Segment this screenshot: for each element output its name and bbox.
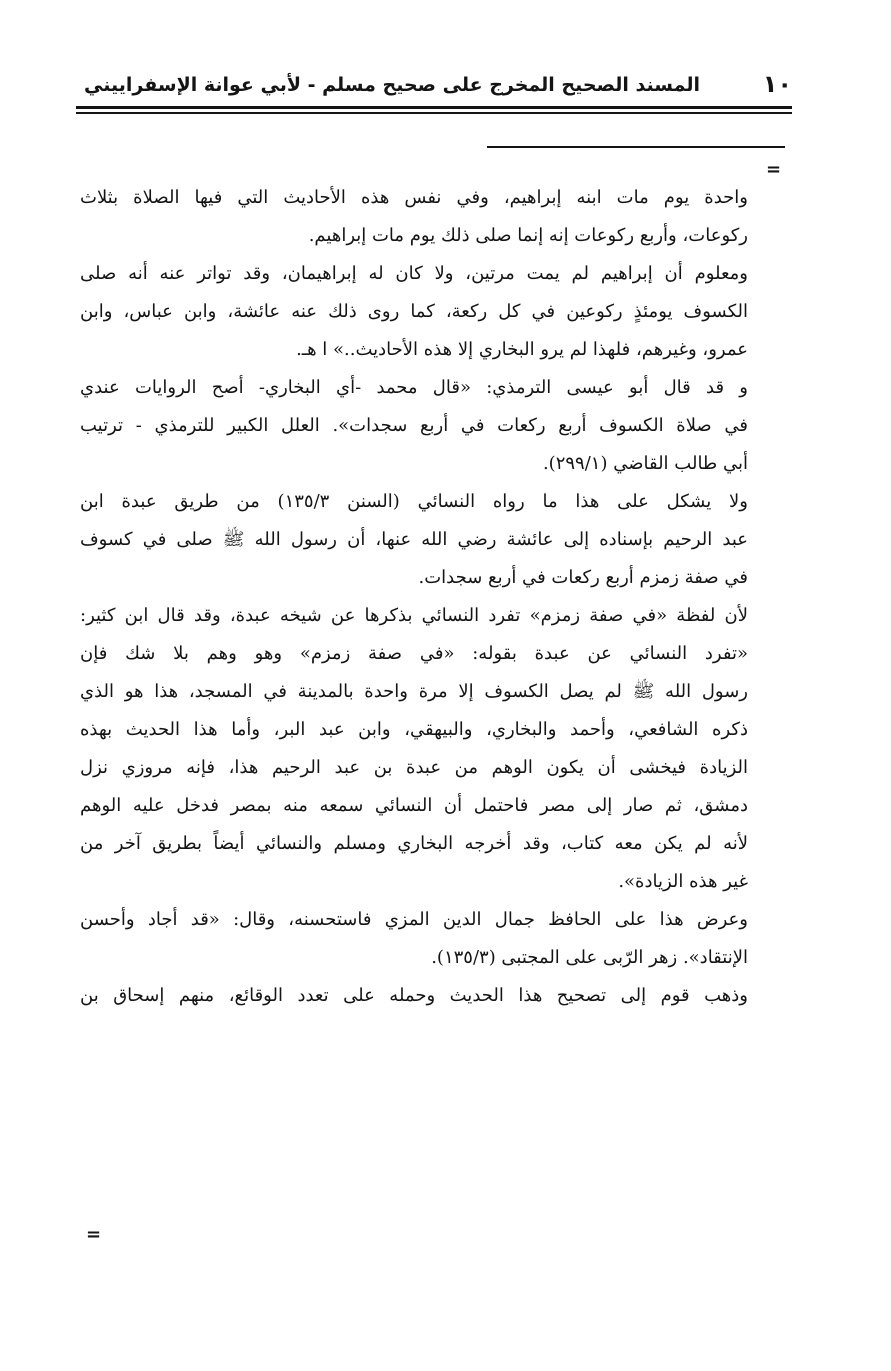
- text-line: أبي طالب القاضي (٢٩٩/١).: [542, 453, 748, 474]
- text-line: ذكره الشافعي، وأحمد والبخاري، والبيهقي، وابن عبد البر، وأما هذا الحديث بهذه: [80, 719, 748, 740]
- text-line: ركوعات، وأربع ركوعات إنه إنما صلى ذلك يوم مات إبراهيم.: [308, 225, 748, 246]
- text-line: عبد الرحيم بإسناده إلى عائشة رضي الله عنها، أن رسول الله ﷺ صلى في كسوف: [80, 529, 748, 550]
- text-line: غير هذه الزيادة».: [618, 871, 748, 892]
- text-line: لأنه لم يكن معه كتاب، وقد أخرجه البخاري ومسلم والنسائي أيضاً بطريق آخر من: [80, 833, 748, 854]
- text-line: في صفة زمزم أربع ركعات في أربع سجدات.: [418, 567, 748, 588]
- page-header: [76, 68, 792, 106]
- text-line: عمرو، وغيرهم، فلهذا لم يرو البخاري إلا هذه الأحاديث..» ا هـ.: [296, 339, 748, 360]
- text-line: دمشق، ثم صار إلى مصر فاحتمل أن النسائي سمعه منه بمصر فدخل عليه الوهم: [80, 795, 748, 816]
- text-line: لأن لفظة «في صفة زمزم» تفرد النسائي بذكرها عن شيخه عبدة، وقد قال ابن كثير:: [80, 605, 748, 626]
- header-rule-thick: [76, 106, 792, 109]
- text-line: وعرض هذا على الحافظ جمال الدين المزي فاستحسنه، وقال: «قد أجاد وأحسن: [80, 909, 748, 930]
- continuation-mark-bottom: =: [86, 1224, 102, 1245]
- text-line: واحدة يوم مات ابنه إبراهيم، وفي نفس هذه الأحاديث التي فيها الصلاة بثلاث: [80, 187, 748, 208]
- text-line: الإنتقاد». زهر الرّبى على المجتبى (١٣٥/٣).: [431, 947, 748, 968]
- paragraph: [80, 977, 748, 1015]
- text-line: «تفرد النسائي عن عبدة بقوله: «في صفة زمزم» وهو وهم بلا شك فإن: [80, 643, 748, 664]
- header-rule-thin: [76, 112, 792, 114]
- paragraph: [80, 369, 748, 483]
- page-number: ١٠: [762, 70, 792, 98]
- footnote-body: [80, 179, 748, 1015]
- text-line: في صلاة الكسوف أربع ركعات في أربع سجدات». العلل الكبير للترمذي - ترتيب: [80, 415, 748, 436]
- text-line: رسول الله ﷺ لم يصل الكسوف إلا مرة واحدة بالمدينة في المسجد، هذا هو الذي: [80, 681, 748, 702]
- text-line: الزيادة فيخشى أن يكون الوهم من عبدة بن عبد الرحيم هذا، فإنه مروزي نزل: [80, 757, 748, 778]
- continuation-mark-top: =: [766, 159, 782, 180]
- text-line: وذهب قوم إلى تصحيح هذا الحديث وحمله على تعدد الوقائع، منهم إسحاق بن: [80, 985, 748, 1006]
- paragraph: [80, 597, 748, 901]
- running-title: المسند الصحيح المخرج على صحيح مسلم - لأبي عوانة الإسفراييني: [84, 74, 700, 96]
- paragraph: [80, 179, 748, 255]
- paragraph: [80, 901, 748, 977]
- footnote-separator: [487, 146, 785, 148]
- text-line: و قد قال أبو عيسى الترمذي: «قال محمد -أي البخاري- أصح الروايات عندي: [80, 377, 748, 398]
- text-line: الكسوف يومئذٍ ركوعين في كل ركعة، كما روى ذلك عنه عائشة، وابن عباس، وابن: [80, 301, 748, 322]
- text-line: ولا يشكل على هذا ما رواه النسائي (السنن ١٣٥/٣) من طريق عبدة ابن: [80, 491, 748, 512]
- text-line: ومعلوم أن إبراهيم لم يمت مرتين، ولا كان له إبراهيمان، وقد تواتر عنه أنه صلى: [80, 263, 748, 284]
- paragraph: [80, 483, 748, 597]
- paragraph: [80, 255, 748, 369]
